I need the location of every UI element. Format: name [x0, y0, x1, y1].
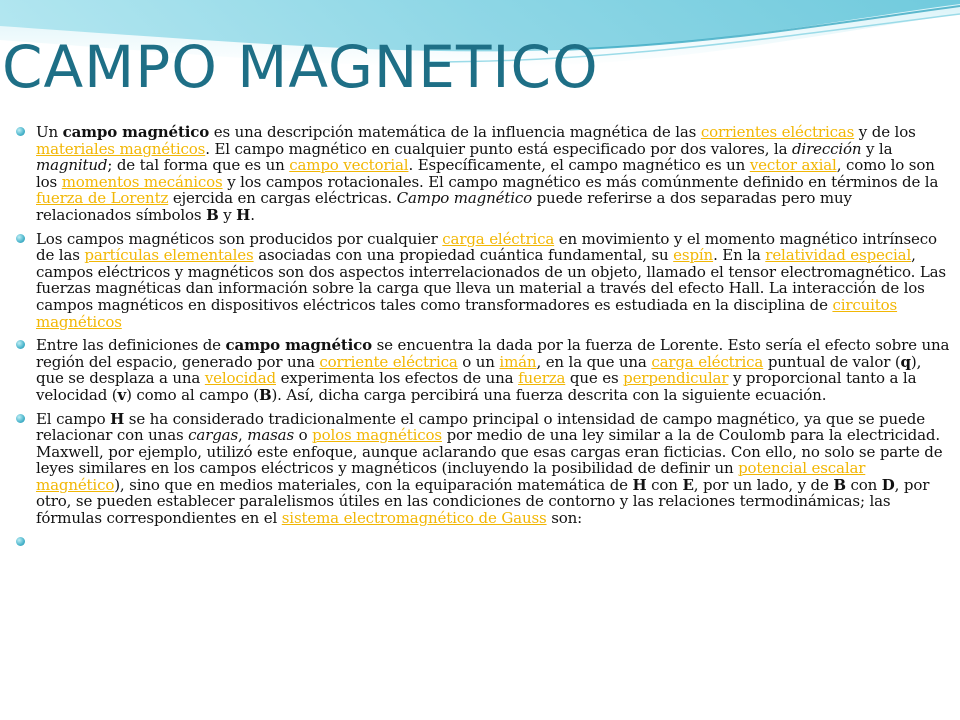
bullet-dot-icon [16, 340, 25, 349]
bullet-item [16, 231, 950, 331]
bold-symbol: H [110, 409, 125, 428]
text: ), que se desplaza a una [36, 352, 922, 388]
link-perpendicular[interactable]: perpendicular [623, 369, 729, 388]
italic-term: dirección [791, 139, 862, 158]
link-potencial-escalar-magnetico[interactable]: potencial escalar magnético [36, 459, 866, 494]
italic-term: cargas [188, 426, 239, 445]
text: experimenta los efectos de una [276, 369, 519, 388]
bullet-dot-icon [16, 127, 25, 136]
text: se encuentra la dada por la fuerza de Lorente. Esto sería el efecto sobre una región del espacio, generado por una [36, 336, 950, 371]
link-velocidad[interactable]: velocidad [204, 369, 277, 388]
bold-term: campo magnético [225, 336, 373, 355]
empty-bullet-item [16, 534, 950, 551]
bold-symbol: D [881, 475, 895, 494]
link-carga-electrica[interactable]: carga eléctrica [442, 229, 555, 248]
bullet-item [16, 411, 950, 527]
italic-term: masas [247, 426, 295, 445]
text: y de los [854, 123, 916, 141]
link-sistema-electromagnetico-de-gauss[interactable]: sistema electromagnético de Gauss [281, 509, 547, 528]
link-corriente-electrica[interactable]: corriente eléctrica [319, 352, 458, 371]
text: puede referirse a dos separadas pero muy relacionados símbolos [36, 189, 852, 224]
text: . En la [713, 246, 766, 265]
text: , campos eléctricos y magnéticos son dos aspectos interrelacionados de un objeto, llamado el tensor electromagnético. Las fuerzas magnéticas dan información sobre la carga que lleva un material a través del efecto Hall. La interacción de los campos magnéticos en dispositivos eléctricos tales como transformadores es estudiada en la disciplina de [36, 246, 946, 314]
italic-term: magnitud [36, 156, 108, 175]
bold-term: campo magnético [62, 123, 210, 141]
text: es una descripción matemática de la influencia magnética de las [209, 123, 701, 141]
link-relatividad-especial[interactable]: relatividad especial [765, 246, 912, 265]
link-fuerza-de-lorentz[interactable]: fuerza de Lorentz [36, 189, 169, 208]
text: que es [565, 369, 624, 388]
text: en movimiento y el momento magnético intrínseco de las [36, 229, 937, 265]
bold-symbol: E [682, 475, 694, 494]
bullet-dot-icon [16, 537, 25, 546]
text: , por un lado, y de [693, 475, 834, 494]
bullet-item [16, 337, 950, 403]
text: Los campos magnéticos son producidos por cualquier [36, 229, 443, 248]
link-vector-axial[interactable]: vector axial [749, 156, 837, 175]
italic-term: Campo magnético [396, 189, 532, 208]
text: . [250, 205, 255, 224]
bullet-list [16, 124, 950, 557]
bullet-dot-icon [16, 234, 25, 243]
text: son: [546, 509, 583, 528]
link-espin[interactable]: espín [673, 246, 714, 265]
link-momentos-mecanicos[interactable]: momentos mecánicos [61, 172, 223, 191]
text: , por otro, se pueden establecer paralelismos útiles en las condiciones de contorno y las relaciones termodinámicas; las fórmulas correspondientes en el [36, 475, 930, 528]
text: . Específicamente, el campo magnético es un [408, 156, 750, 175]
bold-symbol: v [117, 385, 127, 404]
text: ejercida en cargas eléctricas. [168, 189, 397, 208]
text: , [238, 426, 248, 445]
text: puntual de valor ( [763, 352, 901, 371]
text: , en la que una [536, 352, 652, 371]
bullet-dot-icon [16, 414, 25, 423]
text: por medio de una ley similar a la de Coulomb para la electricidad. Maxwell, por ejemplo, utilizó este enfoque, aunque aclarando que esas cargas eran ficticias. Con ello, no solo se parte de leyes similares en los campos eléctricos y magnéticos (incluyendo la posibilidad de definir un [36, 426, 943, 478]
bold-symbol: H [236, 205, 251, 224]
text: . El campo magnético en cualquier punto está especificado por dos valores, la [205, 139, 792, 158]
text: ). Así, dicha carga percibirá una fuerza descrita con la siguiente ecuación. [271, 385, 827, 404]
text: , como lo son los [36, 156, 935, 191]
text: o un [457, 352, 500, 371]
bold-symbol: H [632, 475, 647, 494]
slide-title: CAMPO MAGNETICO [2, 33, 599, 101]
text: con [845, 475, 882, 494]
text: Entre las definiciones de [36, 336, 226, 355]
link-corrientes-electricas[interactable]: corrientes eléctricas [700, 123, 855, 141]
bold-symbol: B [258, 385, 272, 404]
text: asociadas con una propiedad cuántica fundamental, su [253, 246, 674, 265]
text: ), sino que en medios materiales, con la equiparación matemática de [114, 475, 633, 494]
text: y proporcional tanto a la velocidad ( [36, 369, 917, 404]
text: o [294, 426, 313, 445]
link-circuitos-magneticos[interactable]: circuitos magnéticos [36, 295, 898, 331]
bold-symbol: B [206, 205, 219, 224]
link-carga-electrica[interactable]: carga eléctrica [651, 352, 764, 371]
text: con [646, 475, 683, 494]
link-iman[interactable]: imán [499, 352, 537, 371]
text: se ha considerado tradicionalmente el campo principal o intensidad de campo magnético, ya que se puede relacionar con unas [36, 409, 925, 445]
bullet-item [16, 124, 950, 224]
text: y los campos rotacionales. El campo magnético es más comúnmente definido en términos de la [222, 172, 939, 191]
text: Un [36, 123, 63, 141]
link-polos-magneticos[interactable]: polos magnéticos [312, 426, 442, 445]
link-fuerza[interactable]: fuerza [518, 369, 566, 388]
text: y [218, 205, 237, 224]
link-campo-vectorial[interactable]: campo vectorial [289, 156, 409, 175]
link-particulas-elementales[interactable]: partículas elementales [84, 246, 254, 265]
bold-symbol: B [833, 475, 846, 494]
bold-symbol: q [900, 352, 911, 371]
text: El campo [36, 409, 111, 428]
text: ; de tal forma que es un [107, 156, 290, 175]
text: ) como al campo ( [126, 385, 259, 404]
text: y la [861, 139, 893, 158]
link-materiales-magneticos[interactable]: materiales magnéticos [36, 139, 206, 158]
